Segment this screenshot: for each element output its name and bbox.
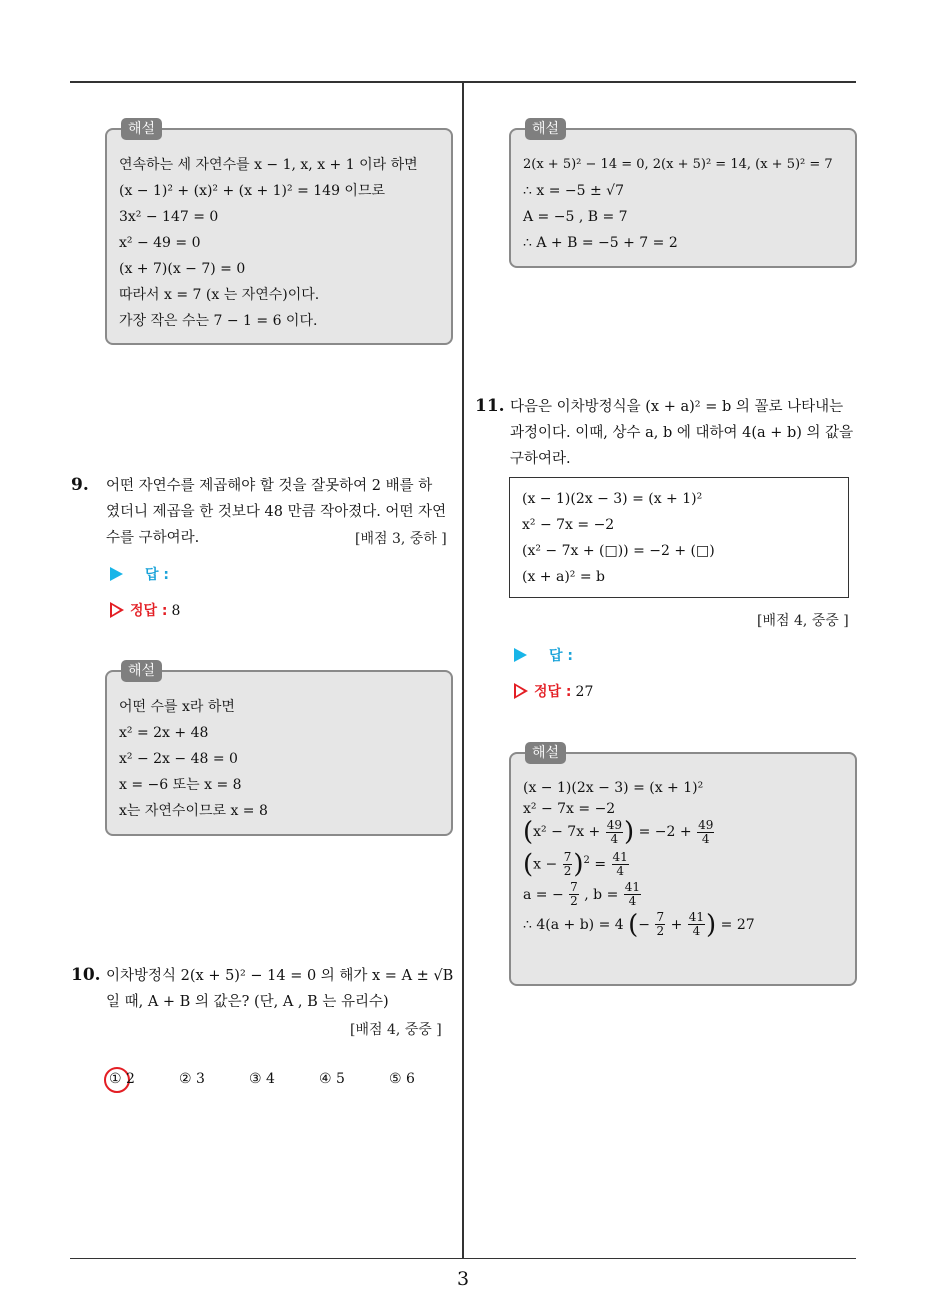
paren-close: ) (706, 909, 717, 940)
frame-line: x² − 7x = −2 (522, 517, 615, 533)
question-number-11: 11. (475, 396, 505, 416)
question-number-9: 9. (71, 475, 89, 495)
column-divider (462, 82, 464, 1259)
correct-label: 정답 : (534, 684, 572, 700)
expr-part: = −2 + (638, 824, 692, 840)
solution-line: 연속하는 세 자연수를 x − 1, x, x + 1 이라 하면 (119, 157, 418, 173)
solution-box-q11 (509, 745, 857, 986)
expr-part: ∴ 4(a + b) = 4 (523, 916, 624, 933)
fraction: $\frac{7}{2}$ (570, 880, 578, 909)
question-line: 구하여라. (510, 451, 571, 467)
expr-part: = (594, 856, 607, 873)
answer-label: 답 : (145, 567, 169, 583)
question-line: 어떤 자연수를 제곱해야 할 것을 잘못하여 2 배를 하 (106, 478, 433, 494)
solution-line: (x − 1)² + (x)² + (x + 1)² = 149 이므로 (119, 183, 386, 199)
answer-row-11 (514, 645, 573, 665)
correct-label: 정답 : (130, 603, 168, 619)
fraction: $\frac{41}{4}$ (688, 910, 705, 939)
question-text-10 (106, 963, 458, 1015)
solution-line: 가장 작은 수는 7 − 1 = 6 이다. (119, 313, 318, 329)
outline-triangle-icon (110, 602, 124, 618)
solution-tag: 해설 (525, 742, 566, 764)
fraction: $\frac{49}{4}$ (606, 817, 623, 846)
answer-label: 답 : (549, 648, 573, 664)
expr-part: x − (533, 856, 558, 873)
fraction: $\frac{49}{4}$ (698, 817, 714, 846)
paren-close: ) (573, 849, 584, 880)
solution-line: x² − 2x − 48 = 0 (119, 751, 238, 767)
question-line: 일 때, A + B 의 값은? (단, A , B 는 유리수) (106, 994, 389, 1010)
expr-part: , b = (584, 886, 619, 903)
question-line: 다음은 이차방정식을 (x + a)² = b 의 꼴로 나타내는 (510, 399, 844, 415)
choice-4[interactable]: ④ 5 (319, 1071, 345, 1087)
solution-line: x = −6 또는 x = 8 (119, 777, 242, 793)
score-label-10: [배점 4, 중중 ] (350, 1022, 442, 1038)
frame-line: (x − 1)(2x − 3) = (x + 1)² (522, 491, 703, 507)
bottom-rule (70, 1258, 856, 1259)
solution-line: A = −5 , B = 7 (523, 209, 628, 225)
expr-part: x² − 7x + (533, 824, 601, 840)
solution-line: (x + 7)(x − 7) = 0 (119, 261, 246, 277)
correct-value-9: 8 (171, 603, 181, 619)
answer-choices-10 (109, 1071, 459, 1087)
choice-5[interactable]: ⑤ 6 (389, 1071, 415, 1087)
answer-row-9 (110, 564, 169, 584)
solution-tag: 해설 (525, 118, 566, 140)
question-text-11 (510, 394, 860, 472)
question-line: 수를 구하여라. (106, 530, 200, 546)
solution-line: 어떤 수를 x라 하면 (119, 699, 235, 715)
solution-tag: 해설 (121, 118, 162, 140)
solution-line: ∴ A + B = −5 + 7 = 2 (523, 235, 678, 251)
solution-line-frac-1 (523, 818, 841, 846)
solution-tag: 해설 (121, 660, 162, 682)
fraction: $\frac{41}{4}$ (612, 850, 628, 879)
outline-triangle-icon (514, 683, 528, 699)
score-label-11: [배점 4, 중중 ] (757, 613, 849, 629)
choice-1[interactable]: ① 2 (109, 1071, 135, 1087)
paren-open: ( (628, 909, 639, 940)
paren-open: ( (523, 849, 534, 880)
question-line: 이차방정식 2(x + 5)² − 14 = 0 의 해가 x = A ± √B (106, 968, 454, 984)
question-line: 였더니 제곱을 한 것보다 48 만큼 작아졌다. 어떤 자연 (106, 504, 447, 520)
score-label-9: [배점 3, 중하 ] (355, 531, 447, 547)
process-frame-11 (509, 477, 849, 598)
solution-line-frac-2: (x − $\frac{7}{2}$ )$^2$ = $\frac{41}{4}$ (523, 849, 628, 880)
frame-line: (x + a)² = b (522, 569, 606, 585)
paren-open: ( (523, 817, 534, 847)
solution-line: 2(x + 5)² − 14 = 0, 2(x + 5)² = 14, (x + 5)² = 7 (523, 157, 833, 172)
fraction: $\frac{7}{2}$ (563, 850, 572, 879)
solution-line: 3x² − 147 = 0 (119, 209, 219, 225)
solution-line-frac-4 (523, 910, 841, 940)
solution-line-frac-3 (523, 880, 841, 910)
frame-line: (x² − 7x + (□)) = −2 + (□) (522, 543, 715, 559)
play-triangle-icon (110, 567, 123, 581)
play-triangle-icon (514, 648, 527, 662)
expr-part: a = − (523, 886, 564, 903)
solution-line: (x − 1)(2x − 3) = (x + 1)² (523, 780, 704, 796)
solution-line: x² − 7x = −2 (523, 801, 616, 817)
expr-part: + (670, 916, 683, 933)
paren-close: ) (624, 817, 635, 847)
solution-line: 따라서 x = 7 (x 는 자연수)이다. (119, 287, 320, 303)
solution-line: x는 자연수이므로 x = 8 (119, 803, 268, 819)
question-line: 과정이다. 이때, 상수 a, b 에 대하여 4(a + b) 의 값을 (510, 425, 854, 441)
correct-row-9 (110, 600, 180, 620)
solution-line: ∴ x = −5 ± √7 (523, 183, 624, 199)
solution-box-q8 (105, 121, 453, 345)
fraction: $\frac{41}{4}$ (624, 880, 641, 909)
solution-line: x² = 2x + 48 (119, 725, 209, 741)
fraction: $\frac{7}{2}$ (656, 910, 665, 939)
correct-row-11 (514, 681, 593, 701)
choice-3[interactable]: ③ 4 (249, 1071, 275, 1087)
solution-box-q10 (509, 121, 857, 268)
choice-2[interactable]: ② 3 (179, 1071, 205, 1087)
expr-part: − (638, 916, 651, 933)
solution-box-q9 (105, 663, 453, 836)
expr-part: = 27 (720, 916, 755, 933)
correct-value-11: 27 (575, 684, 594, 700)
solution-line: x² − 49 = 0 (119, 235, 201, 251)
question-number-10: 10. (71, 965, 101, 985)
page-number: 3 (456, 1268, 470, 1290)
